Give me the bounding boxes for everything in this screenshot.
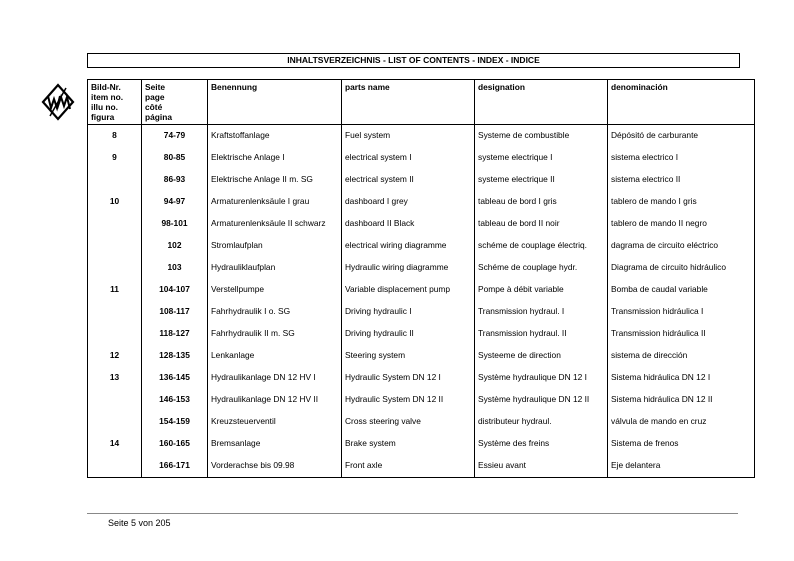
wm-logo-icon [40,82,76,122]
english-name-cell: Hydraulic System DN 12 II [342,389,475,411]
figure-number-cell [88,235,142,257]
french-name-cell: Systeeme de direction [475,345,608,367]
german-name-cell: Hydraulikanlage DN 12 HV I [208,367,342,389]
figure-number-cell [88,301,142,323]
table-row [88,301,755,323]
english-name-cell: Hydraulic System DN 12 I [342,367,475,389]
header-page: Seite page côté página [142,80,208,125]
german-name-cell: Bremsanlage [208,433,342,455]
english-name-cell: Driving hydraulic I [342,301,475,323]
figure-number-cell [88,455,142,478]
page-range-cell: 80-85 [142,147,208,169]
spanish-name-cell: Sistema de frenos [608,433,755,455]
table-row [88,147,755,169]
french-name-cell: Transmission hydraul. II [475,323,608,345]
spanish-name-cell: Transmission hidráulica I [608,301,755,323]
footer-divider [87,513,738,514]
french-name-cell: Systeme de combustible [475,125,608,148]
french-name-cell: distributeur hydraul. [475,411,608,433]
page-range-cell: 128-135 [142,345,208,367]
table-row [88,367,755,389]
contents-table [87,79,755,478]
german-name-cell: Elektrische Anlage II m. SG [208,169,342,191]
spanish-name-cell: dagrama de circuito eléctrico [608,235,755,257]
german-name-cell: Vorderachse bis 09.98 [208,455,342,478]
german-name-cell: Armaturenlenksäule II schwarz [208,213,342,235]
figure-number-cell: 9 [88,147,142,169]
page-title: INHALTSVERZEICHNIS - LIST OF CONTENTS - INDEX - INDICE [87,53,740,68]
french-name-cell: systeme electrique II [475,169,608,191]
table-row [88,345,755,367]
french-name-cell: tableau de bord II noir [475,213,608,235]
spanish-name-cell: tablero de mando II negro [608,213,755,235]
english-name-cell: Driving hydraulic II [342,323,475,345]
figure-number-cell [88,411,142,433]
figure-number-cell [88,213,142,235]
french-name-cell: tableau de bord I gris [475,191,608,213]
page-range-cell: 154-159 [142,411,208,433]
german-name-cell: Lenkanlage [208,345,342,367]
spanish-name-cell: Bomba de caudal variable [608,279,755,301]
page-range-cell: 136-145 [142,367,208,389]
table-row [88,389,755,411]
spanish-name-cell: Transmission hidráulica II [608,323,755,345]
french-name-cell: schéme de couplage électriq. [475,235,608,257]
spanish-name-cell: sistema electrico II [608,169,755,191]
german-name-cell: Hydrauliklaufplan [208,257,342,279]
figure-number-cell [88,257,142,279]
french-name-cell: Système des freins [475,433,608,455]
header-german-name: Benennung [208,80,342,125]
french-name-cell: Essieu avant [475,455,608,478]
german-name-cell: Fahrhydraulik I o. SG [208,301,342,323]
english-name-cell: electrical system II [342,169,475,191]
header-spanish-name: denominación [608,80,755,125]
table-row [88,411,755,433]
spanish-name-cell: Sistema hidráulica DN 12 I [608,367,755,389]
spanish-name-cell: Dépósitó de carburante [608,125,755,148]
page-range-cell: 118-127 [142,323,208,345]
figure-number-cell: 10 [88,191,142,213]
page-range-cell: 166-171 [142,455,208,478]
english-name-cell: Steering system [342,345,475,367]
page-range-cell: 86-93 [142,169,208,191]
english-name-cell: electrical wiring diagramme [342,235,475,257]
french-name-cell: Schéme de couplage hydr. [475,257,608,279]
table-row [88,235,755,257]
table-row [88,455,755,478]
german-name-cell: Hydraulikanlage DN 12 HV II [208,389,342,411]
spanish-name-cell: sistema electrico I [608,147,755,169]
page-number: Seite 5 von 205 [108,518,171,528]
figure-number-cell: 14 [88,433,142,455]
page-range-cell: 146-153 [142,389,208,411]
figure-number-cell: 8 [88,125,142,148]
header-french-name: designation [475,80,608,125]
page-range-cell: 102 [142,235,208,257]
table-row [88,213,755,235]
german-name-cell: Verstellpumpe [208,279,342,301]
french-name-cell: systeme electrique I [475,147,608,169]
english-name-cell: Hydraulic wiring diagramme [342,257,475,279]
german-name-cell: Stromlaufplan [208,235,342,257]
figure-number-cell: 12 [88,345,142,367]
header-english-name: parts name [342,80,475,125]
page-range-cell: 160-165 [142,433,208,455]
spanish-name-cell: sistema de dirección [608,345,755,367]
french-name-cell: Système hydraulique DN 12 II [475,389,608,411]
figure-number-cell [88,169,142,191]
figure-number-cell [88,323,142,345]
table-row [88,257,755,279]
english-name-cell: Brake system [342,433,475,455]
table-row [88,191,755,213]
figure-number-cell: 13 [88,367,142,389]
spanish-name-cell: Sistema hidráulica DN 12 II [608,389,755,411]
page-range-cell: 103 [142,257,208,279]
table-row [88,169,755,191]
page-range-cell: 108-117 [142,301,208,323]
french-name-cell: Pompe à débit variable [475,279,608,301]
table-row [88,433,755,455]
table-header-row [88,80,755,125]
english-name-cell: Cross steering valve [342,411,475,433]
french-name-cell: Transmission hydraul. I [475,301,608,323]
german-name-cell: Kraftstoffanlage [208,125,342,148]
german-name-cell: Kreuzsteuerventil [208,411,342,433]
page-range-cell: 74-79 [142,125,208,148]
english-name-cell: dashboard I grey [342,191,475,213]
english-name-cell: Fuel system [342,125,475,148]
table-row [88,279,755,301]
english-name-cell: electrical system I [342,147,475,169]
spanish-name-cell: válvula de mando en cruz [608,411,755,433]
page-range-cell: 104-107 [142,279,208,301]
german-name-cell: Armaturenlenksäule I grau [208,191,342,213]
german-name-cell: Elektrische Anlage I [208,147,342,169]
german-name-cell: Fahrhydraulik II m. SG [208,323,342,345]
english-name-cell: Variable displacement pump [342,279,475,301]
table-row [88,125,755,148]
english-name-cell: dashboard II Black [342,213,475,235]
page-range-cell: 98-101 [142,213,208,235]
spanish-name-cell: Diagrama de circuito hidráulico [608,257,755,279]
spanish-name-cell: tablero de mando I gris [608,191,755,213]
figure-number-cell [88,389,142,411]
table-row [88,323,755,345]
spanish-name-cell: Eje delantera [608,455,755,478]
page-range-cell: 94-97 [142,191,208,213]
figure-number-cell: 11 [88,279,142,301]
french-name-cell: Système hydraulique DN 12 I [475,367,608,389]
header-figure-number: Bild-Nr. item no. illu no. figura [88,80,142,125]
english-name-cell: Front axle [342,455,475,478]
